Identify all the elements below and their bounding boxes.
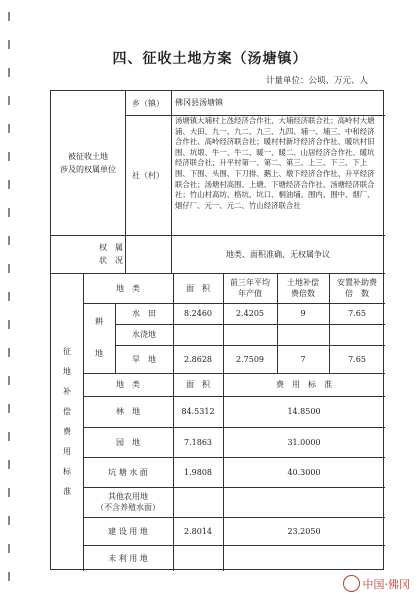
other-row-name: 园 地: [116, 437, 140, 447]
arable-row-resettle: 7.65: [348, 354, 366, 364]
arable-row-comp: 7: [300, 354, 306, 364]
other-row-area: 7.1863: [184, 437, 212, 447]
other-row-area: 1.9808: [184, 467, 212, 477]
ownership-value: 地类、面积准确、无权属争议: [226, 249, 330, 259]
arable-row-output: 2.4205: [236, 309, 264, 318]
owner-section-label: 被征收土地 涉及的权属单位: [60, 152, 116, 174]
arable-row-name: 旱 地: [132, 354, 156, 364]
other-header-area: 面 积: [186, 380, 210, 389]
arable-header-type: 地 类: [116, 283, 140, 293]
other-row-fee: 31.0000: [287, 437, 321, 447]
arable-row-area: 8.2460: [184, 309, 212, 318]
arable-header-output: 前三年平均 年产值: [230, 278, 270, 298]
arable-label: 耕 地: [95, 317, 103, 358]
other-row-fee: [223, 545, 385, 571]
arable-row-resettle: [329, 324, 385, 345]
village-label: 社（村）: [132, 170, 164, 180]
arable-row-area: 2.8628: [184, 354, 212, 364]
unit-note: 计量单位：公顷、万元、人: [265, 76, 368, 86]
arable-row-comp: [277, 324, 329, 345]
other-row-area: [173, 487, 223, 517]
other-row-name: 林 地: [116, 407, 140, 416]
other-row-fee: 23.2050: [287, 526, 321, 536]
village-value: 汤塘镇大埔村上氹经济合作社、大埔经济联合社；高岭村大塘浦、大田、九一、九二、九三、九四、埔一、埔三、中和经济合作社、高岭经济联合社；暖村村新圩经济合作社、暖坑村旧围、坑塅、牛一、牛二、暖一、暖二、山居经济合作社、暖坑经济联合社；升平村第一、第二、第三、上三、下三、下上围、下围、头围、下刀排、鹅上、墩下经济合作社、升平经济联合社；汤塘村高围、上塘、下塘经济合作社、汤塘经济联合社；竹山村高坊、格坑、坑口、桐油埔、围内、围中、烟厂、烟仔厂、元一、元二、竹山经济联合社: [175, 116, 375, 210]
arable-header-comp: 土地补偿 费倍数: [287, 278, 319, 298]
arable-row-name: 水浇地: [132, 330, 156, 339]
other-row-name: 坑 塘 水 面: [108, 467, 148, 477]
ownership-label: 权 属 状 况: [99, 243, 123, 265]
other-row-name: 未 利 用 地: [108, 553, 148, 563]
land-acquisition-table: [50, 90, 384, 570]
other-row-area: [173, 545, 223, 571]
footer-logo-text: 中国·佛冈: [362, 577, 410, 591]
other-row-area: 84.5312: [181, 407, 215, 416]
other-header-fee: 费 用 标 准: [276, 380, 332, 389]
township-label: 乡（镇）: [132, 98, 164, 108]
arable-row-name: 水 田: [132, 309, 156, 318]
arable-row-output: 2.7509: [236, 354, 264, 364]
arable-row-area: [173, 324, 223, 345]
other-row-area: 2.8014: [184, 526, 212, 536]
binder-holes: [5, 0, 19, 600]
arable-row-comp: 9: [300, 309, 306, 318]
other-row-fee: 40.3000: [287, 467, 321, 477]
arable-header-resettle: 安置补助费 倍 数: [337, 278, 377, 298]
other-row-fee: 14.8500: [287, 407, 321, 416]
compensation-label: 征 地 补 偿 费 用 标 准: [63, 347, 71, 496]
arable-row-resettle: 7.65: [348, 309, 366, 318]
township-value: 佛冈县汤塘镇: [175, 98, 223, 107]
arable-row-output: [223, 324, 277, 345]
seal-icon: [343, 575, 360, 592]
arable-header-area: 面 积: [186, 283, 210, 293]
footer-logo: [343, 575, 411, 592]
page-title: 四、征收土地方案（汤塘镇）: [112, 51, 308, 67]
other-row-name: 建 设 用 地: [108, 526, 148, 536]
other-row-name: 其他农用地 （不含养殖水面）: [96, 492, 160, 512]
other-row-fee: [223, 487, 385, 517]
other-header-type: 地 类: [116, 380, 140, 389]
